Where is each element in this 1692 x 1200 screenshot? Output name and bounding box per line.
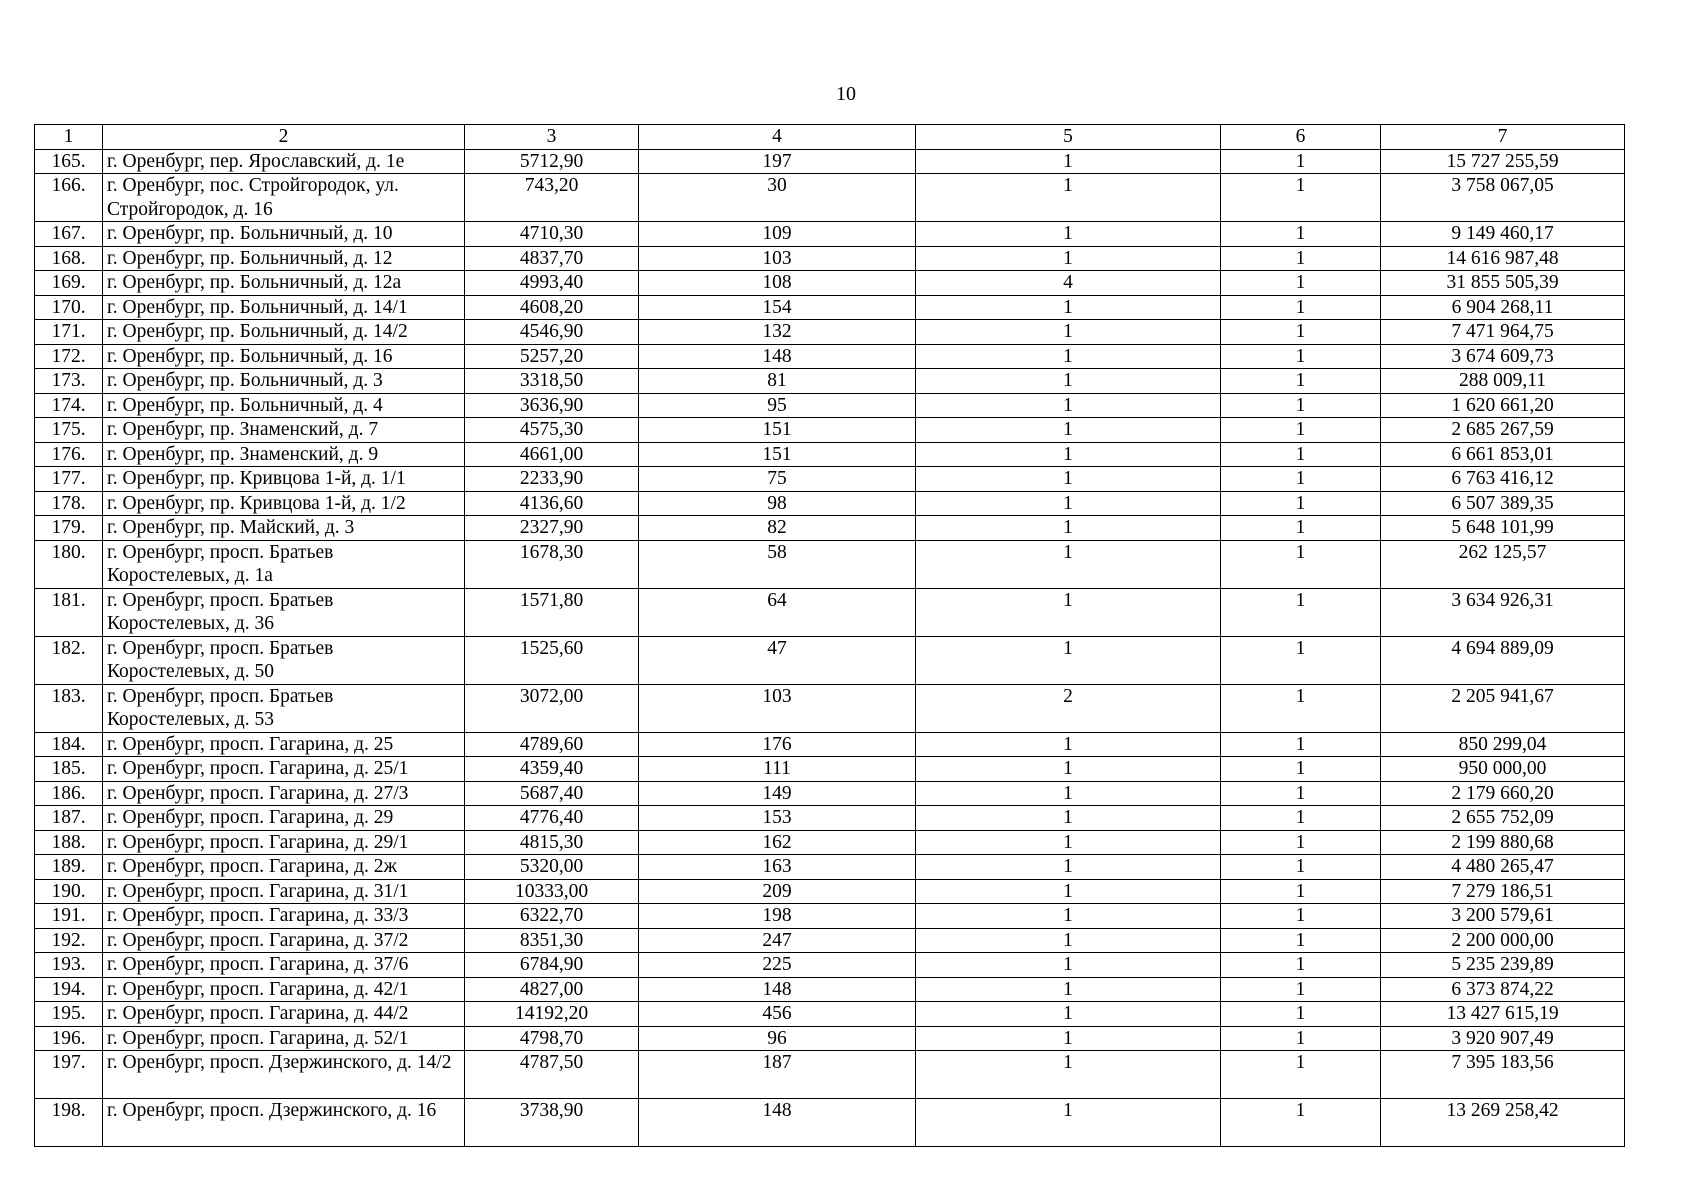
amount-cell: 6 904 268,11: [1381, 295, 1625, 320]
column-6-cell: 1: [1221, 977, 1381, 1002]
count-cell: 148: [639, 344, 916, 369]
amount-cell: 2 655 752,09: [1381, 806, 1625, 831]
amount-cell: 6 507 389,35: [1381, 491, 1625, 516]
row-number: 175.: [35, 418, 103, 443]
address-cell: г. Оренбург, пр. Знаменский, д. 7: [103, 418, 465, 443]
address-cell: г. Оренбург, просп. Братьев Коростелевых, д. 36: [103, 588, 465, 636]
table-row: [35, 222, 1625, 247]
row-number: 165.: [35, 149, 103, 174]
count-cell: 456: [639, 1002, 916, 1027]
count-cell: 30: [639, 174, 916, 222]
area-cell: 4359,40: [465, 757, 639, 782]
table-row: [35, 320, 1625, 345]
table-row: [35, 953, 1625, 978]
table-row: [35, 344, 1625, 369]
address-cell: г. Оренбург, пер. Ярославский, д. 1е: [103, 149, 465, 174]
column-5-cell: 1: [916, 904, 1221, 929]
area-cell: 3738,90: [465, 1099, 639, 1147]
count-cell: 64: [639, 588, 916, 636]
column-5-cell: 1: [916, 1051, 1221, 1099]
area-cell: 5712,90: [465, 149, 639, 174]
address-cell: г. Оренбург, просп. Гагарина, д. 25/1: [103, 757, 465, 782]
count-cell: 82: [639, 516, 916, 541]
address-cell: г. Оренбург, пр. Больничный, д. 12: [103, 246, 465, 271]
amount-cell: 6 661 853,01: [1381, 442, 1625, 467]
address-cell: г. Оренбург, просп. Братьев Коростелевых, д. 1а: [103, 540, 465, 588]
column-6-cell: 1: [1221, 806, 1381, 831]
column-6-cell: 1: [1221, 295, 1381, 320]
column-5-cell: 1: [916, 928, 1221, 953]
row-number: 172.: [35, 344, 103, 369]
table-row: [35, 781, 1625, 806]
count-cell: 75: [639, 467, 916, 492]
row-number: 173.: [35, 369, 103, 394]
column-5-cell: 1: [916, 295, 1221, 320]
amount-cell: 2 685 267,59: [1381, 418, 1625, 443]
count-cell: 111: [639, 757, 916, 782]
area-cell: 8351,30: [465, 928, 639, 953]
column-5-cell: 1: [916, 418, 1221, 443]
count-cell: 95: [639, 393, 916, 418]
row-number: 180.: [35, 540, 103, 588]
address-cell: г. Оренбург, пр. Больничный, д. 14/1: [103, 295, 465, 320]
area-cell: 1678,30: [465, 540, 639, 588]
column-5-cell: 1: [916, 393, 1221, 418]
column-5-cell: 1: [916, 830, 1221, 855]
count-cell: 163: [639, 855, 916, 880]
address-cell: г. Оренбург, просп. Гагарина, д. 37/2: [103, 928, 465, 953]
amount-cell: 15 727 255,59: [1381, 149, 1625, 174]
amount-cell: 262 125,57: [1381, 540, 1625, 588]
column-5-cell: 1: [916, 516, 1221, 541]
area-cell: 6322,70: [465, 904, 639, 929]
table-row: [35, 684, 1625, 732]
column-5-cell: 1: [916, 781, 1221, 806]
amount-cell: 6 373 874,22: [1381, 977, 1625, 1002]
row-number: 194.: [35, 977, 103, 1002]
column-6-cell: 1: [1221, 928, 1381, 953]
column-5-cell: 4: [916, 271, 1221, 296]
address-cell: г. Оренбург, просп. Гагарина, д. 29/1: [103, 830, 465, 855]
page-number: 10: [836, 83, 856, 105]
row-number: 177.: [35, 467, 103, 492]
amount-cell: 7 395 183,56: [1381, 1051, 1625, 1099]
area-cell: 4776,40: [465, 806, 639, 831]
area-cell: 4136,60: [465, 491, 639, 516]
row-number: 196.: [35, 1026, 103, 1051]
amount-cell: 4 694 889,09: [1381, 636, 1625, 684]
area-cell: 10333,00: [465, 879, 639, 904]
area-cell: 3072,00: [465, 684, 639, 732]
column-6-cell: 1: [1221, 1026, 1381, 1051]
column-6-cell: 1: [1221, 344, 1381, 369]
table-row: [35, 418, 1625, 443]
row-number: 198.: [35, 1099, 103, 1147]
count-cell: 187: [639, 1051, 916, 1099]
area-cell: 2327,90: [465, 516, 639, 541]
column-6-cell: 1: [1221, 781, 1381, 806]
column-6-cell: 1: [1221, 246, 1381, 271]
column-6-cell: 1: [1221, 1002, 1381, 1027]
table-row: [35, 977, 1625, 1002]
row-number: 178.: [35, 491, 103, 516]
table-row: [35, 588, 1625, 636]
count-cell: 103: [639, 246, 916, 271]
address-cell: г. Оренбург, пр. Кривцова 1-й, д. 1/1: [103, 467, 465, 492]
count-cell: 109: [639, 222, 916, 247]
area-cell: 4837,70: [465, 246, 639, 271]
column-6-cell: 1: [1221, 369, 1381, 394]
column-header-2: 2: [103, 125, 465, 150]
address-cell: г. Оренбург, просп. Гагарина, д. 37/6: [103, 953, 465, 978]
table-row: [35, 295, 1625, 320]
address-cell: г. Оренбург, пр. Больничный, д. 3: [103, 369, 465, 394]
table-row: [35, 732, 1625, 757]
column-5-cell: 1: [916, 369, 1221, 394]
area-cell: 4787,50: [465, 1051, 639, 1099]
table-row: [35, 879, 1625, 904]
area-cell: 14192,20: [465, 1002, 639, 1027]
row-number: 168.: [35, 246, 103, 271]
address-cell: г. Оренбург, просп. Гагарина, д. 2ж: [103, 855, 465, 880]
column-5-cell: 1: [916, 467, 1221, 492]
column-5-cell: 1: [916, 636, 1221, 684]
amount-cell: 9 149 460,17: [1381, 222, 1625, 247]
table-row: [35, 442, 1625, 467]
table-row: [35, 1051, 1625, 1099]
table-row: [35, 1099, 1625, 1147]
area-cell: 3636,90: [465, 393, 639, 418]
amount-cell: 3 674 609,73: [1381, 344, 1625, 369]
address-cell: г. Оренбург, пр. Знаменский, д. 9: [103, 442, 465, 467]
column-5-cell: 1: [916, 442, 1221, 467]
table-row: [35, 806, 1625, 831]
column-6-cell: 1: [1221, 1099, 1381, 1147]
address-cell: г. Оренбург, просп. Дзержинского, д. 16: [103, 1099, 465, 1147]
amount-cell: 5 648 101,99: [1381, 516, 1625, 541]
count-cell: 108: [639, 271, 916, 296]
row-number: 182.: [35, 636, 103, 684]
column-6-cell: 1: [1221, 953, 1381, 978]
address-cell: г. Оренбург, просп. Гагарина, д. 33/3: [103, 904, 465, 929]
area-cell: 4798,70: [465, 1026, 639, 1051]
column-5-cell: 1: [916, 540, 1221, 588]
area-cell: 1525,60: [465, 636, 639, 684]
amount-cell: 2 205 941,67: [1381, 684, 1625, 732]
table-row: [35, 757, 1625, 782]
amount-cell: 3 758 067,05: [1381, 174, 1625, 222]
column-6-cell: 1: [1221, 879, 1381, 904]
table-row: [35, 540, 1625, 588]
column-5-cell: 1: [916, 1099, 1221, 1147]
column-5-cell: 1: [916, 491, 1221, 516]
row-number: 167.: [35, 222, 103, 247]
row-number: 193.: [35, 953, 103, 978]
count-cell: 197: [639, 149, 916, 174]
count-cell: 149: [639, 781, 916, 806]
column-5-cell: 1: [916, 246, 1221, 271]
column-6-cell: 1: [1221, 516, 1381, 541]
column-5-cell: 2: [916, 684, 1221, 732]
amount-cell: 6 763 416,12: [1381, 467, 1625, 492]
address-cell: г. Оренбург, пр. Кривцова 1-й, д. 1/2: [103, 491, 465, 516]
address-cell: г. Оренбург, пр. Больничный, д. 10: [103, 222, 465, 247]
amount-cell: 288 009,11: [1381, 369, 1625, 394]
address-cell: г. Оренбург, просп. Братьев Коростелевых, д. 50: [103, 636, 465, 684]
count-cell: 209: [639, 879, 916, 904]
row-number: 191.: [35, 904, 103, 929]
table-row: [35, 491, 1625, 516]
column-5-cell: 1: [916, 1026, 1221, 1051]
column-6-cell: 1: [1221, 222, 1381, 247]
area-cell: 4815,30: [465, 830, 639, 855]
area-cell: 5320,00: [465, 855, 639, 880]
count-cell: 81: [639, 369, 916, 394]
column-5-cell: 1: [916, 855, 1221, 880]
amount-cell: 3 200 579,61: [1381, 904, 1625, 929]
count-cell: 162: [639, 830, 916, 855]
column-6-cell: 1: [1221, 904, 1381, 929]
column-header-6: 6: [1221, 125, 1381, 150]
area-cell: 4710,30: [465, 222, 639, 247]
row-number: 174.: [35, 393, 103, 418]
row-number: 188.: [35, 830, 103, 855]
count-cell: 154: [639, 295, 916, 320]
address-cell: г. Оренбург, просп. Гагарина, д. 29: [103, 806, 465, 831]
area-cell: 743,20: [465, 174, 639, 222]
column-5-cell: 1: [916, 1002, 1221, 1027]
row-number: 195.: [35, 1002, 103, 1027]
column-6-cell: 1: [1221, 1051, 1381, 1099]
area-cell: 1571,80: [465, 588, 639, 636]
table-row: [35, 516, 1625, 541]
table-row: [35, 855, 1625, 880]
column-6-cell: 1: [1221, 732, 1381, 757]
column-6-cell: 1: [1221, 855, 1381, 880]
column-6-cell: 1: [1221, 491, 1381, 516]
address-cell: г. Оренбург, пр. Майский, д. 3: [103, 516, 465, 541]
column-6-cell: 1: [1221, 757, 1381, 782]
address-cell: г. Оренбург, пр. Больничный, д. 14/2: [103, 320, 465, 345]
column-header-3: 3: [465, 125, 639, 150]
column-6-cell: 1: [1221, 588, 1381, 636]
area-cell: 4789,60: [465, 732, 639, 757]
count-cell: 225: [639, 953, 916, 978]
area-cell: 3318,50: [465, 369, 639, 394]
count-cell: 198: [639, 904, 916, 929]
count-cell: 132: [639, 320, 916, 345]
column-header-5: 5: [916, 125, 1221, 150]
amount-cell: 7 279 186,51: [1381, 879, 1625, 904]
count-cell: 151: [639, 418, 916, 443]
column-5-cell: 1: [916, 879, 1221, 904]
column-5-cell: 1: [916, 320, 1221, 345]
row-number: 189.: [35, 855, 103, 880]
area-cell: 2233,90: [465, 467, 639, 492]
address-cell: г. Оренбург, просп. Гагарина, д. 27/3: [103, 781, 465, 806]
table-row: [35, 369, 1625, 394]
address-cell: г. Оренбург, пр. Больничный, д. 4: [103, 393, 465, 418]
count-cell: 153: [639, 806, 916, 831]
address-cell: г. Оренбург, просп. Гагарина, д. 52/1: [103, 1026, 465, 1051]
amount-cell: 4 480 265,47: [1381, 855, 1625, 880]
column-5-cell: 1: [916, 977, 1221, 1002]
area-cell: 6784,90: [465, 953, 639, 978]
housing-register-table: [34, 124, 1625, 1147]
area-cell: 4661,00: [465, 442, 639, 467]
amount-cell: 7 471 964,75: [1381, 320, 1625, 345]
count-cell: 98: [639, 491, 916, 516]
row-number: 170.: [35, 295, 103, 320]
column-6-cell: 1: [1221, 418, 1381, 443]
row-number: 181.: [35, 588, 103, 636]
column-6-cell: 1: [1221, 174, 1381, 222]
column-5-cell: 1: [916, 222, 1221, 247]
table-row: [35, 928, 1625, 953]
count-cell: 148: [639, 977, 916, 1002]
column-5-cell: 1: [916, 149, 1221, 174]
table-row: [35, 271, 1625, 296]
amount-cell: 14 616 987,48: [1381, 246, 1625, 271]
count-cell: 151: [639, 442, 916, 467]
column-6-cell: 1: [1221, 636, 1381, 684]
amount-cell: 13 427 615,19: [1381, 1002, 1625, 1027]
table-row: [35, 393, 1625, 418]
area-cell: 4575,30: [465, 418, 639, 443]
amount-cell: 950 000,00: [1381, 757, 1625, 782]
amount-cell: 850 299,04: [1381, 732, 1625, 757]
column-6-cell: 1: [1221, 684, 1381, 732]
column-number-row: [35, 125, 1625, 150]
column-6-cell: 1: [1221, 271, 1381, 296]
column-5-cell: 1: [916, 588, 1221, 636]
count-cell: 176: [639, 732, 916, 757]
count-cell: 47: [639, 636, 916, 684]
count-cell: 148: [639, 1099, 916, 1147]
count-cell: 247: [639, 928, 916, 953]
area-cell: 4827,00: [465, 977, 639, 1002]
table-row: [35, 1026, 1625, 1051]
row-number: 176.: [35, 442, 103, 467]
address-cell: г. Оренбург, просп. Гагарина, д. 44/2: [103, 1002, 465, 1027]
table-row: [35, 149, 1625, 174]
row-number: 185.: [35, 757, 103, 782]
row-number: 186.: [35, 781, 103, 806]
row-number: 184.: [35, 732, 103, 757]
amount-cell: 13 269 258,42: [1381, 1099, 1625, 1147]
amount-cell: 2 179 660,20: [1381, 781, 1625, 806]
address-cell: г. Оренбург, пр. Больничный, д. 12а: [103, 271, 465, 296]
column-5-cell: 1: [916, 806, 1221, 831]
table-row: [35, 246, 1625, 271]
amount-cell: 3 920 907,49: [1381, 1026, 1625, 1051]
row-number: 197.: [35, 1051, 103, 1099]
column-5-cell: 1: [916, 344, 1221, 369]
column-5-cell: 1: [916, 757, 1221, 782]
column-header-7: 7: [1381, 125, 1625, 150]
table-row: [35, 904, 1625, 929]
area-cell: 4608,20: [465, 295, 639, 320]
amount-cell: 2 199 880,68: [1381, 830, 1625, 855]
count-cell: 58: [639, 540, 916, 588]
amount-cell: 3 634 926,31: [1381, 588, 1625, 636]
amount-cell: 1 620 661,20: [1381, 393, 1625, 418]
column-5-cell: 1: [916, 174, 1221, 222]
row-number: 171.: [35, 320, 103, 345]
column-6-cell: 1: [1221, 442, 1381, 467]
column-6-cell: 1: [1221, 393, 1381, 418]
column-header-1: 1: [35, 125, 103, 150]
address-cell: г. Оренбург, просп. Гагарина, д. 25: [103, 732, 465, 757]
table-row: [35, 636, 1625, 684]
column-5-cell: 1: [916, 732, 1221, 757]
row-number: 192.: [35, 928, 103, 953]
address-cell: г. Оренбург, просп. Гагарина, д. 31/1: [103, 879, 465, 904]
row-number: 166.: [35, 174, 103, 222]
area-cell: 5687,40: [465, 781, 639, 806]
column-5-cell: 1: [916, 953, 1221, 978]
address-cell: г. Оренбург, просп. Дзержинского, д. 14/2: [103, 1051, 465, 1099]
area-cell: 4546,90: [465, 320, 639, 345]
column-6-cell: 1: [1221, 467, 1381, 492]
address-cell: г. Оренбург, пос. Стройгородок, ул. Стройгородок, д. 16: [103, 174, 465, 222]
column-6-cell: 1: [1221, 149, 1381, 174]
table-row: [35, 467, 1625, 492]
count-cell: 103: [639, 684, 916, 732]
area-cell: 5257,20: [465, 344, 639, 369]
table-row: [35, 174, 1625, 222]
column-6-cell: 1: [1221, 830, 1381, 855]
amount-cell: 2 200 000,00: [1381, 928, 1625, 953]
row-number: 169.: [35, 271, 103, 296]
row-number: 190.: [35, 879, 103, 904]
column-6-cell: 1: [1221, 540, 1381, 588]
area-cell: 4993,40: [465, 271, 639, 296]
row-number: 183.: [35, 684, 103, 732]
table-row: [35, 830, 1625, 855]
amount-cell: 5 235 239,89: [1381, 953, 1625, 978]
column-header-4: 4: [639, 125, 916, 150]
table-row: [35, 1002, 1625, 1027]
address-cell: г. Оренбург, пр. Больничный, д. 16: [103, 344, 465, 369]
address-cell: г. Оренбург, просп. Братьев Коростелевых, д. 53: [103, 684, 465, 732]
row-number: 187.: [35, 806, 103, 831]
address-cell: г. Оренбург, просп. Гагарина, д. 42/1: [103, 977, 465, 1002]
count-cell: 96: [639, 1026, 916, 1051]
amount-cell: 31 855 505,39: [1381, 271, 1625, 296]
column-6-cell: 1: [1221, 320, 1381, 345]
row-number: 179.: [35, 516, 103, 541]
